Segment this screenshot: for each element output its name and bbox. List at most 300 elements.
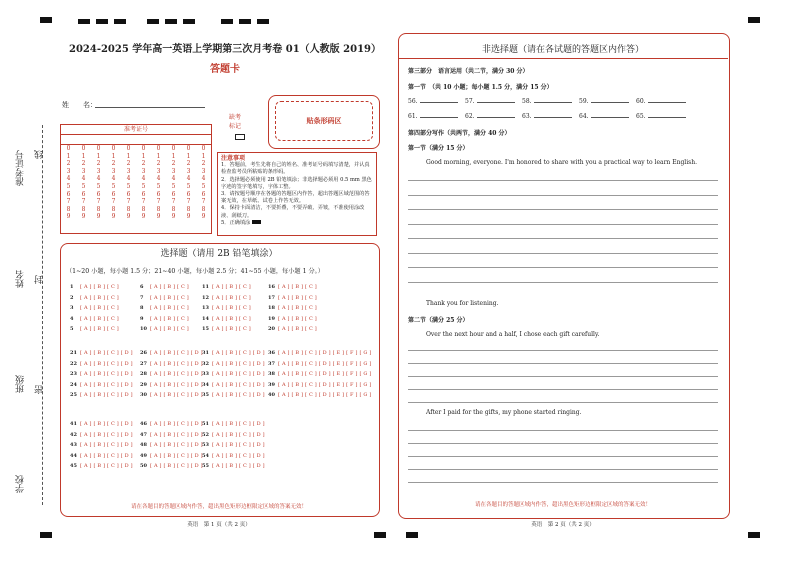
answer-options[interactable]: [ A ] [ B ] [ C ] [ D ] (150, 442, 203, 448)
exam-id-digit-bubble[interactable]: 3 (156, 167, 161, 175)
choice-row[interactable] (70, 295, 119, 301)
exam-id-digit-bubble[interactable]: 3 (111, 167, 116, 175)
exam-id-digit-bubble[interactable]: 3 (141, 167, 146, 175)
blank-underline[interactable] (591, 117, 629, 118)
exam-id-digit-bubble[interactable]: 0 (66, 145, 71, 152)
choice-row[interactable] (202, 305, 251, 311)
exam-id-digit-bubble[interactable]: 7 (81, 198, 86, 206)
choice-row[interactable] (202, 463, 265, 469)
exam-id-digit-bubble[interactable]: 8 (141, 205, 146, 213)
answer-options[interactable]: [ A ] [ B ] [ C ] [ D ] (80, 371, 133, 377)
answer-options[interactable]: [ A ] [ B ] [ C ] [ D ] (150, 350, 203, 356)
exam-id-digit-bubble[interactable]: 4 (171, 175, 176, 183)
exam-id-digit-bubble[interactable]: 5 (111, 182, 116, 190)
writing-line[interactable] (408, 350, 718, 351)
question-number: 46 (140, 421, 147, 427)
choice-row[interactable] (70, 432, 133, 438)
question-number: 36 (268, 350, 275, 356)
exam-id-digit-bubble[interactable]: 9 (156, 213, 161, 221)
answer-options[interactable]: [ A ] [ B ] [ C ] [ D ] (80, 350, 133, 356)
blank-item[interactable] (636, 98, 686, 105)
exam-id-column[interactable] (121, 145, 136, 221)
side-label-exam-id: 准考证号 (16, 150, 26, 186)
choice-row[interactable] (140, 316, 189, 322)
exam-id-digit-bubble[interactable]: 0 (96, 145, 101, 152)
question-number: 11 (202, 284, 209, 290)
exam-id-digit-bubble[interactable]: 2 (201, 160, 206, 168)
timing-mark (147, 19, 159, 24)
exam-id-digit-bubble[interactable]: 0 (186, 145, 191, 152)
blank-underline[interactable] (477, 117, 515, 118)
exam-id-digit-bubble[interactable]: 1 (111, 152, 116, 160)
answer-options[interactable]: [ A ] [ B ] [ C ] (212, 305, 251, 311)
answer-card-label: 答题卡 (210, 64, 240, 75)
exam-id-digit-bubble[interactable]: 9 (141, 213, 146, 221)
answer-options[interactable]: [ A ] [ B ] [ C ] (212, 294, 251, 301)
exam-id-column[interactable] (61, 145, 76, 221)
choice-row[interactable] (202, 382, 265, 388)
question-number: 37 (268, 360, 275, 367)
choice-row[interactable] (140, 295, 189, 301)
question-number: 4 (70, 315, 74, 322)
exam-id-digit-bubble[interactable]: 1 (156, 152, 161, 160)
choice-row[interactable] (268, 350, 372, 356)
blank-underline[interactable] (534, 117, 572, 118)
answer-options[interactable]: [ A ] [ B ] [ C ] [ D ] (212, 421, 265, 427)
exam-id-digit-bubble[interactable]: 9 (126, 213, 131, 221)
answer-options[interactable]: [ A ] [ B ] [ C ] [ D ] (80, 381, 133, 388)
note-3: 3．请按题号顺序在各题的答题区内作答，超出答题区域范围的答案无效，在草纸、试卷上作答无效。 (221, 191, 370, 205)
absent-label: 缺考 标记 (229, 114, 242, 130)
answer-options[interactable]: [ A ] [ B ] [ C ] [ D ] (80, 360, 133, 367)
blank-item[interactable] (579, 113, 629, 120)
exam-id-digit-bubble[interactable]: 6 (126, 190, 131, 198)
exam-id-digit-bubble[interactable]: 7 (141, 198, 146, 206)
answer-options[interactable]: [ A ] [ B ] [ C ] [ D ] (80, 452, 133, 459)
exam-id-digit-bubble[interactable]: 6 (141, 190, 146, 198)
timing-mark (221, 19, 233, 24)
choice-row[interactable] (268, 382, 372, 388)
choice-row[interactable] (140, 350, 203, 356)
writing-line[interactable] (408, 267, 718, 268)
choice-row[interactable] (268, 392, 372, 398)
absent-bubble[interactable] (235, 134, 245, 140)
choice-row[interactable] (268, 305, 317, 311)
choice-row[interactable] (70, 326, 119, 332)
choice-row[interactable] (140, 392, 203, 398)
writing-line[interactable] (408, 389, 718, 390)
exam-id-digit-bubble[interactable]: 7 (156, 198, 161, 206)
exam-id-digit-bubble[interactable]: 7 (186, 198, 191, 206)
blank-underline[interactable] (648, 117, 686, 118)
answer-options[interactable]: [ A ] [ B ] [ C ] (80, 294, 119, 301)
exam-id-grid (60, 124, 212, 234)
exam-id-digit-bubble[interactable]: 4 (96, 175, 101, 183)
question-number: 26 (140, 350, 147, 356)
exam-id-digit-bubble[interactable]: 6 (81, 190, 86, 198)
exam-id-digit-bubble[interactable]: 6 (201, 190, 206, 198)
choice-row[interactable] (268, 326, 317, 332)
choice-row[interactable] (202, 326, 251, 332)
writing-line[interactable] (408, 430, 718, 431)
timing-mark (374, 532, 386, 538)
exam-id-digit-bubble[interactable]: 1 (126, 152, 131, 160)
exam-id-digit-bubble[interactable]: 8 (156, 205, 161, 213)
exam-id-column[interactable] (136, 145, 151, 221)
writing-line[interactable] (408, 209, 718, 210)
exam-id-digit-bubble[interactable]: 4 (66, 175, 71, 183)
exam-id-column[interactable] (166, 145, 181, 221)
exam-id-digit-bubble[interactable]: 3 (96, 167, 101, 175)
answer-options[interactable]: [ A ] [ B ] [ C ] (80, 315, 119, 322)
question-number: 34 (202, 381, 209, 388)
choice-row[interactable] (140, 421, 203, 427)
exam-id-digit-bubble[interactable]: 3 (126, 167, 131, 175)
choice-row[interactable] (202, 453, 265, 459)
exam-id-digit-bubble[interactable]: 2 (96, 160, 101, 168)
exam-id-digit-bubble[interactable]: 5 (171, 182, 176, 190)
name-field[interactable] (95, 107, 205, 108)
answer-options[interactable]: [ A ] [ B ] [ C ] (150, 294, 189, 301)
exam-id-digit-bubble[interactable]: 5 (81, 182, 86, 190)
exam-id-digit-bubble[interactable]: 9 (96, 213, 101, 221)
question-number: 52 (202, 431, 209, 438)
exam-id-write-row[interactable] (61, 135, 211, 145)
answer-options[interactable]: [ A ] [ B ] [ C ] [ D ] (212, 350, 265, 356)
question-number: 8 (140, 305, 144, 311)
exam-id-digit-bubble[interactable]: 0 (156, 145, 161, 152)
answer-options[interactable]: [ A ] [ B ] [ C ] (278, 284, 317, 290)
exam-id-digit-bubble[interactable]: 1 (96, 152, 101, 160)
exam-id-digit-bubble[interactable]: 5 (96, 182, 101, 190)
exam-id-digit-bubble[interactable]: 7 (111, 198, 116, 206)
blank-item[interactable] (579, 98, 629, 105)
choice-row[interactable] (70, 361, 133, 367)
essay-start: Good morning, everyone. I'm honored to share with you a practical way to learn English. (426, 159, 697, 166)
exam-id-digit-bubble[interactable]: 1 (81, 152, 86, 160)
exam-id-digit-bubble[interactable]: 8 (96, 205, 101, 213)
blank-underline[interactable] (591, 102, 629, 103)
exam-id-digit-bubble[interactable]: 0 (126, 145, 131, 152)
writing-line[interactable] (408, 195, 718, 196)
exam-id-digit-bubble[interactable]: 5 (201, 182, 206, 190)
exam-id-digit-bubble[interactable]: 4 (126, 175, 131, 183)
exam-id-digit-bubble[interactable]: 2 (186, 160, 191, 168)
choice-row[interactable] (140, 371, 203, 377)
answer-options[interactable]: [ A ] [ B ] [ C ] [ D ] (150, 431, 203, 438)
exam-id-digit-bubble[interactable]: 0 (111, 145, 116, 152)
choice-row[interactable] (140, 361, 203, 367)
exam-id-digit-bubble[interactable]: 2 (66, 160, 71, 168)
writing-line[interactable] (408, 469, 718, 470)
writing-line[interactable] (408, 253, 718, 254)
answer-options[interactable]: [ A ] [ B ] [ C ] [ D ] (212, 371, 265, 377)
exam-id-digit-bubble[interactable]: 9 (66, 213, 71, 221)
exam-id-digit-bubble[interactable]: 1 (141, 152, 146, 160)
blank-item[interactable] (465, 98, 515, 105)
choice-row[interactable] (140, 382, 203, 388)
blank-item[interactable] (522, 113, 572, 120)
exam-id-digit-bubble[interactable]: 8 (201, 205, 206, 213)
choice-row[interactable] (70, 382, 133, 388)
side-label-seal: 封 (35, 275, 45, 284)
answer-options[interactable]: [ A ] [ B ] [ C ] [ D ] (212, 381, 265, 388)
choice-row[interactable] (202, 316, 251, 322)
exam-id-digit-bubble[interactable]: 0 (171, 145, 176, 152)
answer-options[interactable]: [ A ] [ B ] [ C ] [ D ] (212, 442, 265, 448)
exam-id-digit-bubble[interactable]: 5 (186, 182, 191, 190)
exam-id-digit-bubble[interactable]: 5 (66, 182, 71, 190)
exam-id-digit-bubble[interactable]: 6 (171, 190, 176, 198)
exam-id-digit-bubble[interactable]: 4 (186, 175, 191, 183)
answer-options[interactable]: [ A ] [ B ] [ C ] (80, 284, 119, 290)
choice-row[interactable] (140, 284, 189, 290)
choice-row[interactable] (268, 284, 317, 290)
answer-options[interactable]: [ A ] [ B ] [ C ] [ D ] (80, 392, 133, 398)
exam-id-digit-bubble[interactable]: 9 (201, 213, 206, 221)
exam-id-column[interactable] (181, 145, 196, 221)
question-number: 17 (268, 294, 275, 301)
blank-underline[interactable] (534, 102, 572, 103)
exam-id-bubbles[interactable] (61, 145, 211, 221)
question-number: 23 (70, 371, 77, 377)
question-number: 45 (70, 463, 77, 469)
exam-id-digit-bubble[interactable]: 2 (126, 160, 131, 168)
answer-options[interactable]: [ A ] [ B ] [ C ] (150, 315, 189, 322)
exam-id-digit-bubble[interactable]: 2 (156, 160, 161, 168)
timing-mark (78, 19, 90, 24)
exam-id-digit-bubble[interactable]: 9 (111, 213, 116, 221)
timing-mark (748, 532, 760, 538)
answer-options[interactable]: [ A ] [ B ] [ C ] [ D ] (150, 360, 203, 367)
writing-line[interactable] (408, 238, 718, 239)
exam-id-digit-bubble[interactable]: 4 (141, 175, 146, 183)
exam-id-column[interactable] (76, 145, 91, 221)
blank-underline[interactable] (420, 117, 458, 118)
filled-sample (252, 220, 261, 224)
exam-id-digit-bubble[interactable]: 2 (171, 160, 176, 168)
choice-row[interactable] (140, 326, 189, 332)
answer-options[interactable]: [ A ] [ B ] [ C ] [ D ] [ E ] [ F ] [ G ] (278, 381, 372, 388)
exam-id-digit-bubble[interactable]: 6 (111, 190, 116, 198)
answer-options[interactable]: [ A ] [ B ] [ C ] (278, 305, 317, 311)
exam-id-digit-bubble[interactable]: 6 (156, 190, 161, 198)
answer-options[interactable]: [ A ] [ B ] [ C ] (80, 305, 119, 311)
exam-id-digit-bubble[interactable]: 3 (171, 167, 176, 175)
exam-id-digit-bubble[interactable]: 9 (81, 213, 86, 221)
choice-row[interactable] (202, 361, 265, 367)
exam-id-digit-bubble[interactable]: 9 (171, 213, 176, 221)
exam-id-digit-bubble[interactable]: 9 (186, 213, 191, 221)
choice-row[interactable] (70, 453, 133, 459)
choice-row[interactable] (140, 442, 203, 448)
exam-id-digit-bubble[interactable]: 2 (141, 160, 146, 168)
choice-row[interactable] (70, 392, 133, 398)
choice-row[interactable] (140, 432, 203, 438)
blank-item[interactable] (408, 113, 458, 120)
exam-id-column[interactable] (91, 145, 106, 221)
answer-options[interactable]: [ A ] [ B ] [ C ] (278, 315, 317, 322)
exam-id-digit-bubble[interactable]: 3 (81, 167, 86, 175)
question-number: 51 (202, 421, 209, 427)
choice-row[interactable] (202, 295, 251, 301)
blank-underline[interactable] (420, 102, 458, 103)
choice-row[interactable] (70, 350, 133, 356)
answer-options[interactable]: [ A ] [ B ] [ C ] [ D ] [ E ] [ F ] [ G ] (278, 392, 372, 398)
writing-line[interactable] (408, 456, 718, 457)
choice-row[interactable] (268, 316, 317, 322)
answer-options[interactable]: [ A ] [ B ] [ C ] [ D ] [ E ] [ F ] [ G ] (278, 360, 372, 367)
writing-line[interactable] (408, 402, 718, 403)
exam-id-digit-bubble[interactable]: 8 (171, 205, 176, 213)
exam-id-digit-bubble[interactable]: 8 (126, 205, 131, 213)
answer-options[interactable]: [ A ] [ B ] [ C ] [ D ] (212, 431, 265, 438)
exam-id-digit-bubble[interactable]: 3 (186, 167, 191, 175)
exam-id-digit-bubble[interactable]: 5 (126, 182, 131, 190)
exam-id-digit-bubble[interactable]: 1 (171, 152, 176, 160)
exam-id-digit-bubble[interactable]: 7 (66, 198, 71, 206)
answer-options[interactable]: [ A ] [ B ] [ C ] [ D ] (150, 463, 203, 469)
choice-row[interactable] (202, 371, 265, 377)
answer-options[interactable]: [ A ] [ B ] [ C ] (212, 284, 251, 290)
choice-row[interactable] (202, 432, 265, 438)
answer-options[interactable]: [ A ] [ B ] [ C ] [ D ] [ E ] [ F ] [ G ] (278, 371, 372, 377)
exam-id-digit-bubble[interactable]: 4 (111, 175, 116, 183)
exam-id-digit-bubble[interactable]: 6 (186, 190, 191, 198)
exam-id-digit-bubble[interactable]: 1 (66, 152, 71, 160)
exam-id-column[interactable] (151, 145, 166, 221)
answer-options[interactable]: [ A ] [ B ] [ C ] [ D ] (150, 392, 203, 398)
answer-options[interactable]: [ A ] [ B ] [ C ] (150, 326, 189, 332)
exam-id-column[interactable] (106, 145, 121, 221)
choice-row[interactable] (202, 350, 265, 356)
answer-options[interactable]: [ A ] [ B ] [ C ] [ D ] (150, 371, 203, 377)
exam-id-digit-bubble[interactable]: 7 (171, 198, 176, 206)
exam-id-digit-bubble[interactable]: 7 (126, 198, 131, 206)
choice-row[interactable] (70, 316, 119, 322)
writing-line[interactable] (408, 180, 718, 181)
answer-options[interactable]: [ A ] [ B ] [ C ] [ D ] (212, 360, 265, 367)
exam-id-digit-bubble[interactable]: 8 (81, 205, 86, 213)
answer-options[interactable]: [ A ] [ B ] [ C ] [ D ] (212, 392, 265, 398)
choice-row[interactable] (70, 305, 119, 311)
choice-row[interactable] (202, 392, 265, 398)
writing-line[interactable] (408, 482, 718, 483)
exam-id-digit-bubble[interactable]: 2 (111, 160, 116, 168)
writing-line[interactable] (408, 443, 718, 444)
choice-row[interactable] (70, 421, 133, 427)
answer-options[interactable]: [ A ] [ B ] [ C ] (212, 326, 251, 332)
choice-row[interactable] (268, 361, 372, 367)
question-number: 10 (140, 326, 147, 332)
choice-row[interactable] (70, 442, 133, 448)
blank-underline[interactable] (648, 102, 686, 103)
choice-row[interactable] (70, 463, 133, 469)
answer-options[interactable]: [ A ] [ B ] [ C ] (150, 284, 189, 290)
exam-id-digit-bubble[interactable]: 4 (201, 175, 206, 183)
choice-row[interactable] (202, 442, 265, 448)
answer-options[interactable]: [ A ] [ B ] [ C ] [ D ] (80, 431, 133, 438)
exam-id-digit-bubble[interactable]: 8 (186, 205, 191, 213)
nonchoice-section (398, 33, 730, 519)
answer-options[interactable]: [ A ] [ B ] [ C ] [ D ] (212, 452, 265, 459)
blank-item[interactable] (408, 98, 458, 105)
side-label-school: 学校 (16, 475, 26, 493)
choice-row[interactable] (202, 284, 251, 290)
exam-id-digit-bubble[interactable]: 4 (156, 175, 161, 183)
timing-mark (257, 19, 269, 24)
answer-options[interactable]: [ A ] [ B ] [ C ] [ D ] (212, 463, 265, 469)
answer-options[interactable]: [ A ] [ B ] [ C ] [ D ] (150, 452, 203, 459)
blank-item[interactable] (522, 98, 572, 105)
exam-id-digit-bubble[interactable]: 2 (81, 160, 86, 168)
exam-id-digit-bubble[interactable]: 7 (96, 198, 101, 206)
exam-id-digit-bubble[interactable]: 5 (141, 182, 146, 190)
choice-row[interactable] (140, 305, 189, 311)
side-label-line: 线 (35, 150, 45, 159)
blank-underline[interactable] (477, 102, 515, 103)
exam-id-digit-bubble[interactable]: 6 (96, 190, 101, 198)
exam-id-digit-bubble[interactable]: 8 (111, 205, 116, 213)
answer-options[interactable]: [ A ] [ B ] [ C ] (80, 326, 119, 332)
blank-item[interactable] (636, 113, 686, 120)
exam-id-digit-bubble[interactable]: 8 (66, 205, 71, 213)
exam-id-digit-bubble[interactable]: 0 (201, 145, 206, 152)
writing-line[interactable] (408, 363, 718, 364)
blank-number: 59. (579, 98, 589, 105)
answer-options[interactable]: [ A ] [ B ] [ C ] (278, 294, 317, 301)
writing-line[interactable] (408, 376, 718, 377)
answer-options[interactable]: [ A ] [ B ] [ C ] [ D ] (80, 442, 133, 448)
choice-row[interactable] (140, 463, 203, 469)
question-number: 41 (70, 421, 77, 427)
answer-options[interactable]: [ A ] [ B ] [ C ] (150, 305, 189, 311)
answer-options[interactable]: [ A ] [ B ] [ C ] [ D ] [ E ] [ F ] [ G ] (278, 350, 372, 356)
exam-id-digit-bubble[interactable]: 7 (201, 198, 206, 206)
part3-heading: 第三部分 语言运用（共二节，满分 30 分） (408, 68, 529, 75)
answer-options[interactable]: [ A ] [ B ] [ C ] [ D ] (150, 421, 203, 427)
answer-options[interactable]: [ A ] [ B ] [ C ] [ D ] (150, 381, 203, 388)
answer-options[interactable]: [ A ] [ B ] [ C ] (212, 315, 251, 322)
answer-options[interactable]: [ A ] [ B ] [ C ] [ D ] (80, 463, 133, 469)
exam-id-column[interactable] (196, 145, 211, 221)
choice-row[interactable] (202, 421, 265, 427)
exam-id-digit-bubble[interactable]: 3 (66, 167, 71, 175)
exam-id-digit-bubble[interactable]: 4 (81, 175, 86, 183)
side-label-name: 姓名 (16, 270, 26, 288)
blank-item[interactable] (465, 113, 515, 120)
exam-id-digit-bubble[interactable]: 1 (186, 152, 191, 160)
choice-row[interactable] (268, 371, 372, 377)
writing-line[interactable] (408, 282, 718, 283)
choice-row[interactable] (268, 295, 317, 301)
blank-number: 62. (465, 113, 475, 120)
choice-row[interactable] (70, 284, 119, 290)
part4-heading: 第四部分写作（共两节，满分 40 分） (408, 130, 511, 137)
writing-line[interactable] (408, 224, 718, 225)
answer-options[interactable]: [ A ] [ B ] [ C ] [ D ] (80, 421, 133, 427)
exam-id-digit-bubble[interactable]: 6 (66, 190, 71, 198)
question-number: 55 (202, 463, 209, 469)
exam-id-digit-bubble[interactable]: 0 (81, 145, 86, 152)
choice-row[interactable] (70, 371, 133, 377)
choice-row[interactable] (140, 453, 203, 459)
answer-options[interactable]: [ A ] [ B ] [ C ] (278, 326, 317, 332)
exam-id-digit-bubble[interactable]: 5 (156, 182, 161, 190)
exam-id-digit-bubble[interactable]: 1 (201, 152, 206, 160)
exam-id-digit-bubble[interactable]: 3 (201, 167, 206, 175)
exam-id-digit-bubble[interactable]: 0 (141, 145, 146, 152)
